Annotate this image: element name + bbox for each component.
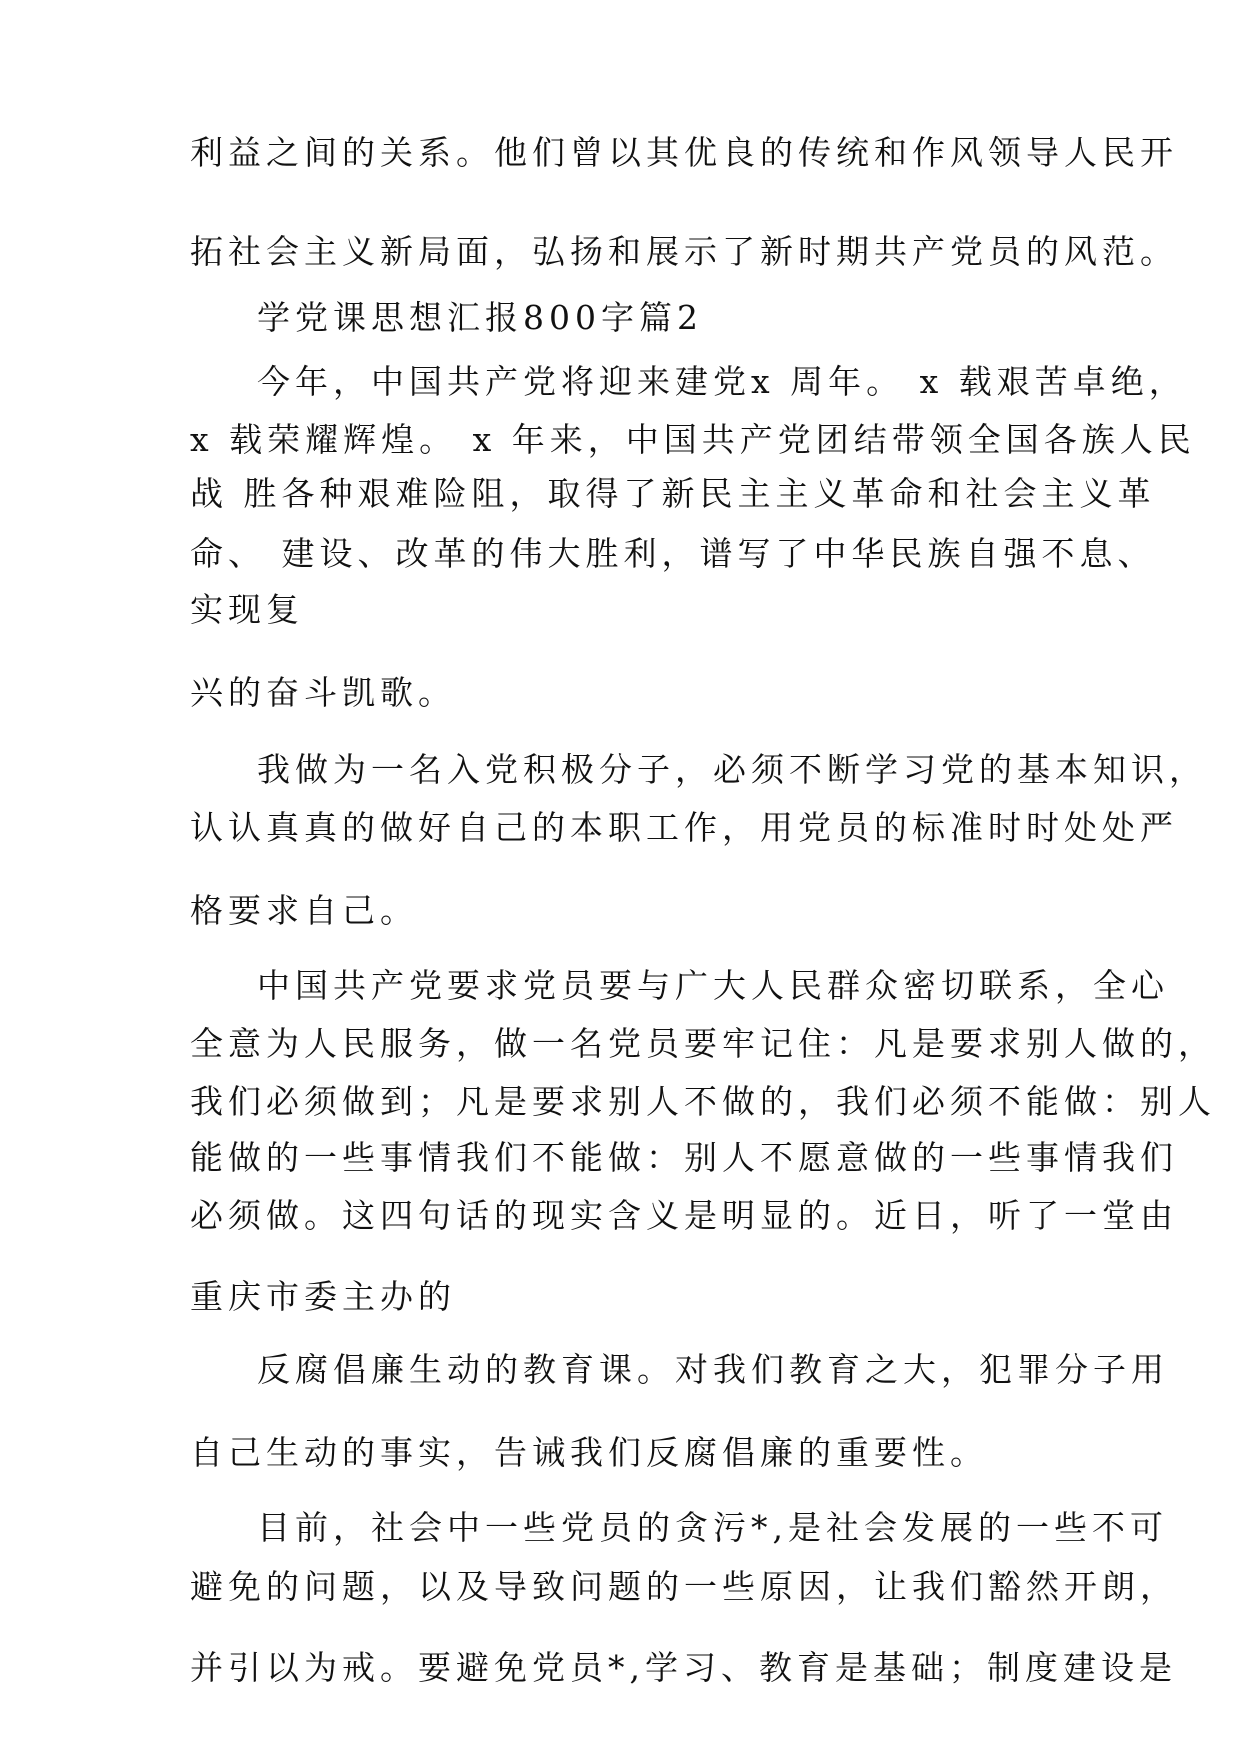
text-line: 命、 建设、改革的伟大胜利，谱写了中华民族自强不息、 [190, 534, 1156, 573]
section-heading: 学党课思想汇报800字篇2 [257, 298, 703, 337]
text-line: 中国共产党要求党员要与广大人民群众密切联系，全心 [257, 966, 1169, 1005]
text-line: 自己生动的事实，告诫我们反腐倡廉的重要性。 [190, 1433, 988, 1472]
text-line: 今年，中国共产党将迎来建党x 周年。 x 载艰苦卓绝， [257, 362, 1187, 401]
text-line: 拓社会主义新局面，弘扬和展示了新时期共产党员的风范。 [190, 232, 1178, 271]
text-line: 认认真真的做好自己的本职工作，用党员的标准时时处处严 [190, 808, 1178, 847]
text-line: 重庆市委主办的 [190, 1277, 456, 1316]
text-line: 战 胜各种艰难险阻，取得了新民主主义革命和社会主义革 [190, 474, 1156, 513]
text-line: 并引以为戒。要避免党员*,学习、教育是基础；制度建设是 [190, 1648, 1177, 1687]
text-line: 避免的问题，以及导致问题的一些原因，让我们豁然开朗， [190, 1567, 1178, 1606]
text-line: 兴的奋斗凯歌。 [190, 673, 456, 712]
text-line: 格要求自己。 [190, 891, 418, 930]
text-line: 全意为人民服务，做一名党员要牢记住：凡是要求别人做的， [190, 1024, 1216, 1063]
text-line: 目前，社会中一些党员的贪污*,是社会发展的一些不可 [257, 1508, 1168, 1547]
text-line: 我们必须做到；凡是要求别人不做的，我们必须不能做：别人 [190, 1082, 1216, 1121]
text-line: 反腐倡廉生动的教育课。对我们教育之大，犯罪分子用 [257, 1350, 1169, 1389]
text-line: 我做为一名入党积极分子，必须不断学习党的基本知识， [257, 750, 1207, 789]
text-line: 实现复 [190, 590, 304, 629]
text-line: x 载荣耀辉煌。 x 年来，中国共产党团结带领全国各族人民 [190, 420, 1196, 459]
text-line: 利益之间的关系。他们曾以其优良的传统和作风领导人民开 [190, 133, 1178, 172]
text-line: 能做的一些事情我们不能做：别人不愿意做的一些事情我们 [190, 1138, 1178, 1177]
text-line: 必须做。这四句话的现实含义是明显的。近日，听了一堂由 [190, 1196, 1178, 1235]
